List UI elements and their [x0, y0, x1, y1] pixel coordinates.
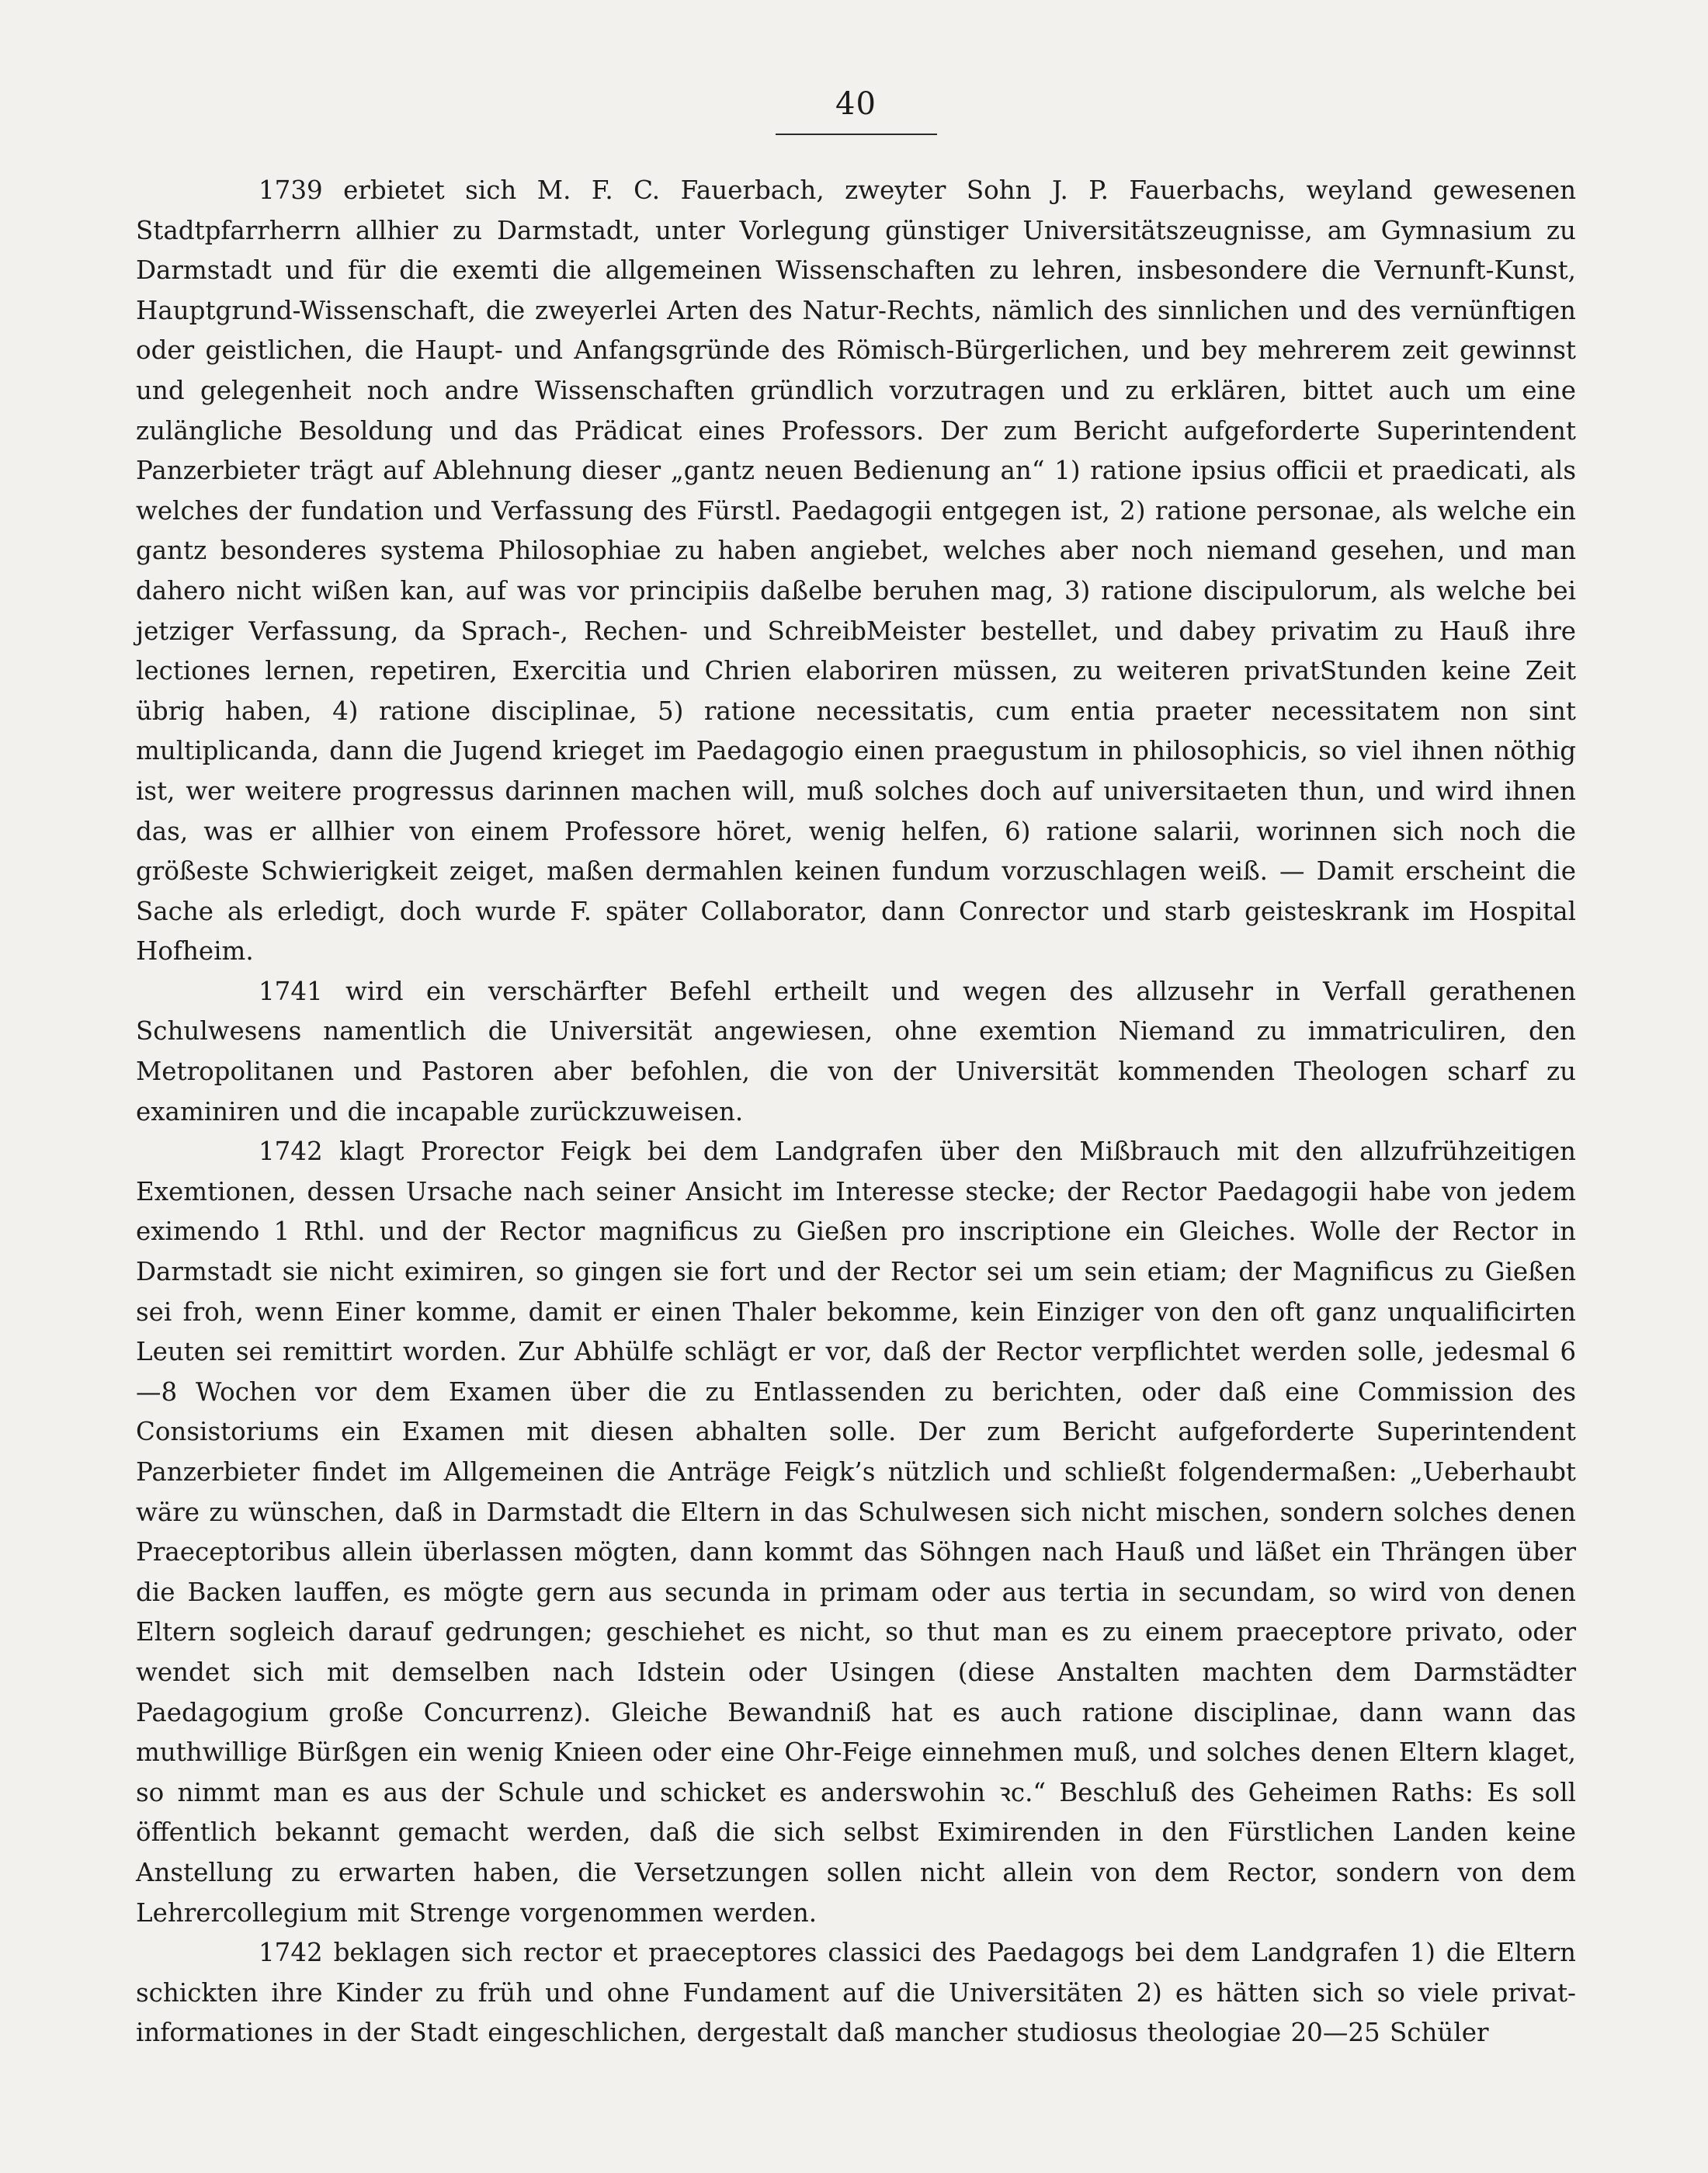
paragraph-1739-fauerbach: 1739 erbietet sich M. F. C. Fauerbach, zweyter Sohn J. P. Fauerbachs, weyland gewesenen Stadtpfarrherrn allhier zu Darmstadt, unter Vorlegung günstiger Universitätszeugnisse, am Gymnasium zu Darmstadt und für die exemti die allgemeinen Wissenschaften zu lehren, insbesondere die Vernunft-Kunst, Hauptgrund-Wissenschaft, die zweyerlei Arten des Natur-Rechts, nämlich des sinnlichen und des vernünftigen oder geistlichen, die Haupt- und Anfangsgründe des Römisch-Bürgerlichen, und bey mehrerem zeit gewinnst und gelegenheit noch andre Wissenschaften gründlich vorzutragen und zu erklären, bittet auch um eine zulängliche Besoldung und das Prädicat eines Professors. Der zum Bericht aufgeforderte Superintendent Panzerbieter trägt auf Ablehnung dieser „gantz neuen Bedienung an“ 1) ratione ipsius officii et praedicati, als welches der fundation und Verfassung des Fürstl. Paedagogii entgegen ist, 2) ratione personae, als welche ein gantz besonderes systema Philosophiae zu haben angiebet, welches aber noch niemand gesehen, und man dahero nicht wißen kan, auf was vor principiis daßelbe beruhen mag, 3) ratione discipulorum, als welche bei jetziger Verfassung, da Sprach-, Rechen- und SchreibMeister bestellet, und dabey privatim zu Hauß ihre lectiones lernen, repetiren, Exercitia und Chrien elaboriren müssen, zu weiteren privatStunden keine Zeit übrig haben, 4) ratione disciplinae, 5) ratione necessitatis, cum entia praeter necessitatem non sint multiplicanda, dann die Jugend krieget im Paedagogio einen praegustum in philosophicis, so viel ihnen nöthig ist, wer weitere progressus darinnen machen will, muß solches doch auf universitaeten thun, und wird ihnen das, was er allhier von einem Professore höret, wenig helfen, 6) ratione salarii, worinnen sich noch die größeste Schwierigkeit zeiget, maßen dermahlen keinen fundum vorzuschlagen weiß. — Damit erscheint die Sache als erledigt, doch wurde F. später Collaborator, dann Conrector und starb geisteskrank im Hospital Hofheim.	[136, 175, 1576, 967]
paragraph-1742-rector: 1742 beklagen sich rector et praeceptores classici des Paedagogs bei dem Landgrafen 1) die Eltern schickten ihre Kinder zu früh und ohne Fundament auf die Universitäten 2) es hätten sich so viele privat-informationes in der Stadt eingeschlichen, dergestalt daß mancher studiosus theologiae 20—25 Schüler	[136, 1938, 1576, 2048]
paragraph-1741-befehl: 1741 wird ein verschärfter Befehl ertheilt und wegen des allzusehr in Verfall gerathenen Schulwesens namentlich die Universität angewiesen, ohne exemtion Niemand zu immatriculiren, den Metropolitanen und Pastoren aber befohlen, die von der Universität kommenden Theologen scharf zu examiniren und die incapable zurückzuweisen.	[136, 976, 1576, 1126]
body-text	[136, 171, 1576, 2053]
page-number: 40	[835, 86, 877, 122]
paragraph-1742-feigk: 1742 klagt Prorector Feigk bei dem Landgrafen über den Mißbrauch mit den allzufrühzeitigen Exemtionen, dessen Ursache nach seiner Ansicht im Interesse stecke; der Rector Paedagogii habe von jedem eximendo 1 Rthl. und der Rector magnificus zu Gießen pro inscriptione ein Gleiches. Wolle der Rector in Darmstadt sie nicht eximiren, so gingen sie fort und der Rector sei um sein etiam; der Magnificus zu Gießen sei froh, wenn Einer komme, damit er einen Thaler bekomme, kein Einziger von den oft ganz unqualificirten Leuten sei remittirt worden. Zur Abhülfe schlägt er vor, daß der Rector verpflichtet werden solle, jedesmal 6—8 Wochen vor dem Examen über die zu Entlassenden zu berichten, oder daß eine Commission des Consistoriums ein Examen mit diesen abhalten solle. Der zum Bericht aufgeforderte Superintendent Panzerbieter findet im Allgemeinen die Anträge Feigk’s nützlich und schließt folgendermaßen: „Ueberhaubt wäre zu wünschen, daß in Darmstadt die Eltern in das Schulwesen sich nicht mischen, sondern solches denen Praeceptoribus allein überlassen mögten, dann kommt das Söhngen nach Hauß und läßet ein Thrängen über die Backen lauffen, es mögte gern aus secunda in primam oder aus tertia in secundam, so wird von denen Eltern sogleich darauf gedrungen; geschiehet es nicht, so thut man es zu einem praeceptore privato, oder wendet sich mit demselben nach Idstein oder Usingen (diese Anstalten machten dem Darmstädter Paedagogium große Concurrenz). Gleiche Bewandniß hat es auch ratione disciplinae, dann wann das muthwillige Bürßgen ein wenig Knieen oder eine Ohr-Feige einnehmen muß, und solches denen Eltern klaget, so nimmt man es aus der Schule und schicket es anderswohin ꝛc.“ Beschluß des Geheimen Raths: Es soll öffentlich bekannt gemacht werden, daß die sich selbst Eximirenden in den Fürstlichen Landen keine Anstellung zu erwarten haben, die Versetzungen sollen nicht allein von dem Rector, sondern von dem Lehrercollegium mit Strenge vorgenommen werden.	[136, 1137, 1576, 1928]
header-rule	[776, 134, 937, 135]
